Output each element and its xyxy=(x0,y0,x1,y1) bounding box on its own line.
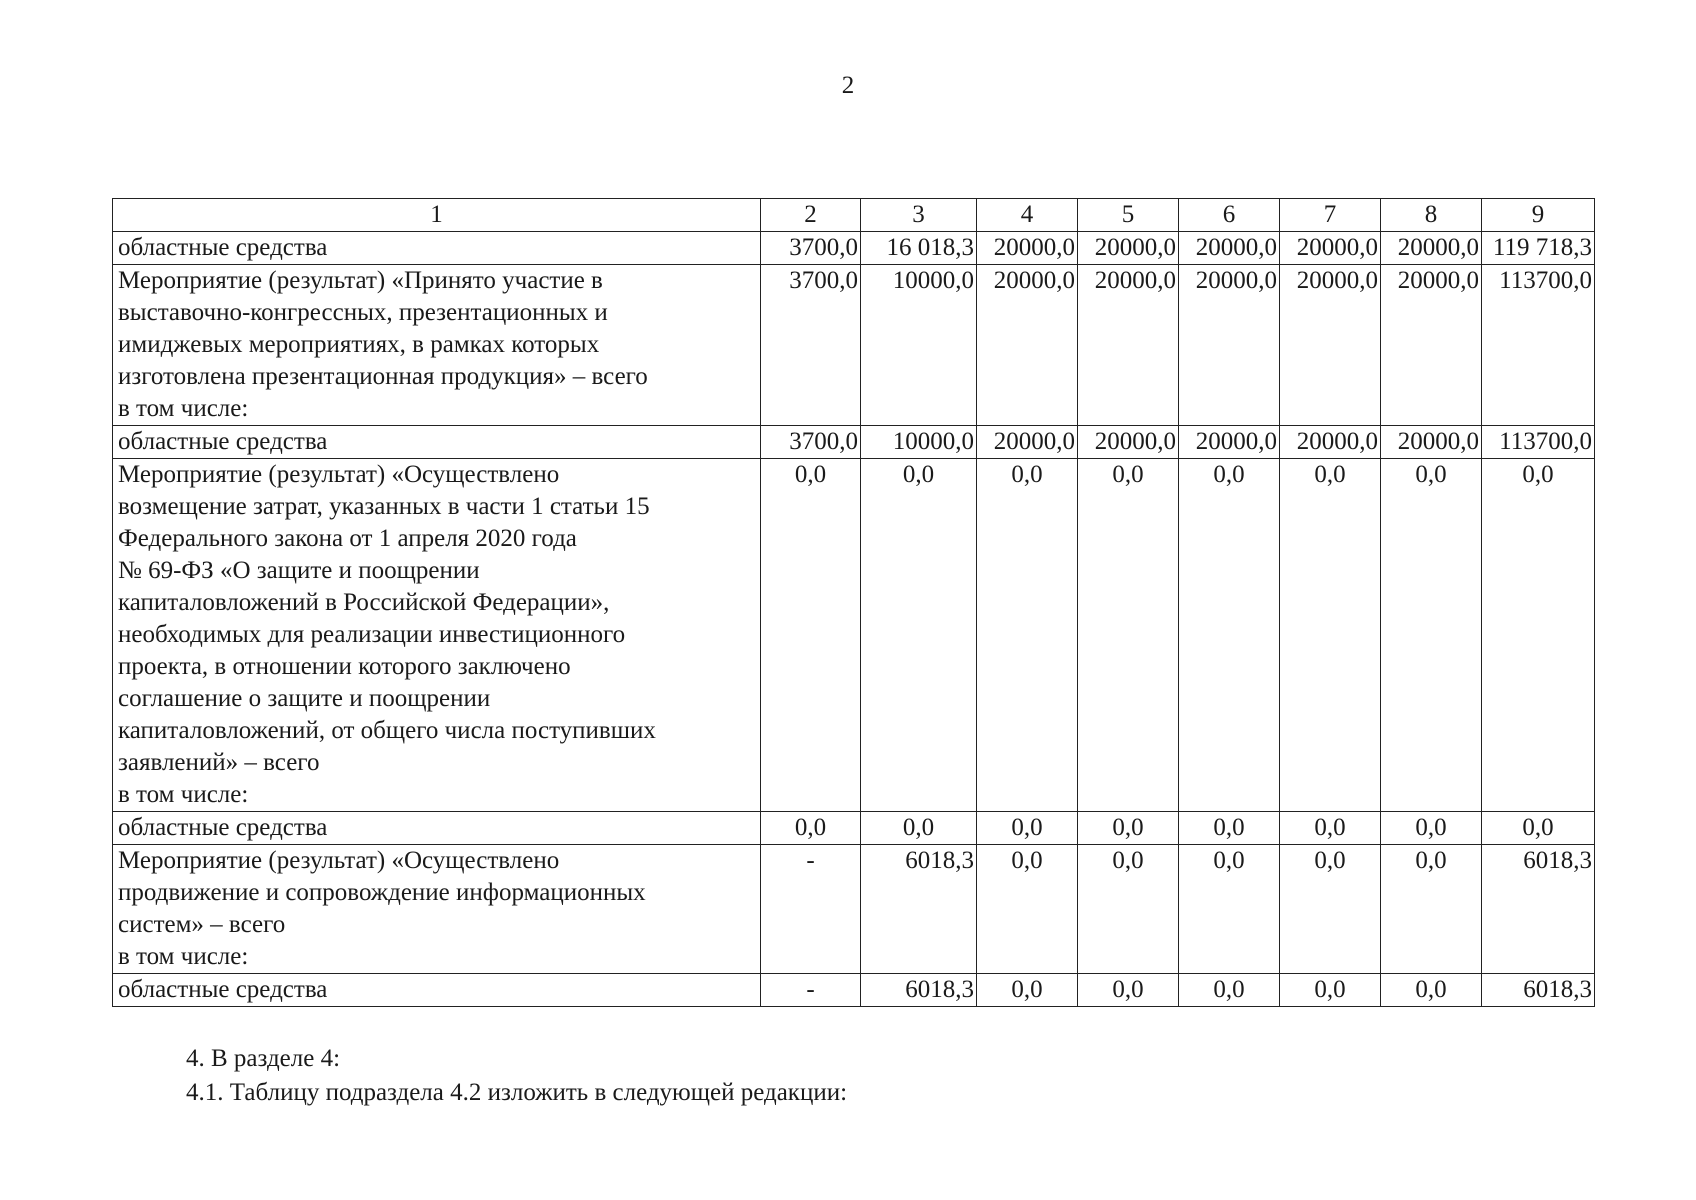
header-cell: 9 xyxy=(1482,199,1595,232)
value-cell: 0,0 xyxy=(977,459,1078,812)
value-cell: 0,0 xyxy=(1179,812,1280,845)
value-cell: 3700,0 xyxy=(761,426,861,459)
value-cell: 20000,0 xyxy=(1179,232,1280,265)
table-row xyxy=(113,459,1595,812)
value-cell: 0,0 xyxy=(1179,974,1280,1007)
value-cell: 6018,3 xyxy=(861,974,977,1007)
header-cell: 6 xyxy=(1179,199,1280,232)
value-cell: 0,0 xyxy=(1280,974,1381,1007)
row-label-text: Мероприятие (результат) «Осуществлено продвижение и сопровождение информационных систем» – всего в том числе: xyxy=(118,847,646,970)
value-cell: 6018,3 xyxy=(1482,974,1595,1007)
header-cell: 8 xyxy=(1381,199,1482,232)
table-header-row xyxy=(113,199,1595,232)
value-cell: 10000,0 xyxy=(861,426,977,459)
value-cell: 119 718,3 xyxy=(1482,232,1595,265)
value-cell: 0,0 xyxy=(977,812,1078,845)
value-cell: 20000,0 xyxy=(1179,265,1280,426)
value-cell: 20000,0 xyxy=(977,426,1078,459)
row-label xyxy=(113,974,761,1007)
value-cell: 20000,0 xyxy=(1280,232,1381,265)
row-label xyxy=(113,812,761,845)
value-cell: 20000,0 xyxy=(977,232,1078,265)
header-cell: 5 xyxy=(1078,199,1179,232)
row-label xyxy=(113,459,761,812)
section-paragraph: 4. В разделе 4: xyxy=(186,1045,341,1072)
value-cell: 0,0 xyxy=(861,812,977,845)
row-label xyxy=(113,845,761,974)
value-cell: 113700,0 xyxy=(1482,426,1595,459)
header-cell: 4 xyxy=(977,199,1078,232)
value-cell: 0,0 xyxy=(1179,459,1280,812)
value-cell: 0,0 xyxy=(977,845,1078,974)
value-cell: 6018,3 xyxy=(1482,845,1595,974)
page-number: 2 xyxy=(841,72,855,99)
row-label-text: Мероприятие (результат) «Осуществлено возмещение затрат, указанных в части 1 статьи 15 Федерального закона от 1 апреля 2020 года № 69-ФЗ «О защите и поощрении капиталовложений в Российской Федерации», необходимых для реализации инвестиционного проекта, в отношении которого заключено соглашение о защите и поощрении капиталовложений, от общего числа поступивших заявлений» – всего в том числе: xyxy=(118,461,656,808)
table-row xyxy=(113,812,1595,845)
value-cell: 0,0 xyxy=(1381,812,1482,845)
row-label-text: Мероприятие (результат) «Принято участие в выставочно-конгрессных, презентационных и имиджевых мероприятиях, в рамках которых изготовлена презентационная продукция» – всего в том числе: xyxy=(118,267,648,422)
value-cell: 0,0 xyxy=(1078,845,1179,974)
row-label-text: областные средства xyxy=(118,976,328,1003)
value-cell: 0,0 xyxy=(761,459,861,812)
value-cell: 20000,0 xyxy=(1078,265,1179,426)
value-cell: 20000,0 xyxy=(1179,426,1280,459)
value-cell: 0,0 xyxy=(1280,459,1381,812)
value-cell: 0,0 xyxy=(977,974,1078,1007)
table-row xyxy=(113,232,1595,265)
table-row xyxy=(113,426,1595,459)
value-cell: 0,0 xyxy=(761,812,861,845)
header-cell: 3 xyxy=(861,199,977,232)
value-cell: 20000,0 xyxy=(1280,426,1381,459)
value-cell: 3700,0 xyxy=(761,265,861,426)
value-cell: 0,0 xyxy=(1381,974,1482,1007)
row-label-text: областные средства xyxy=(118,814,328,841)
row-label-text: областные средства xyxy=(118,234,328,261)
header-cell: 7 xyxy=(1280,199,1381,232)
value-cell: 3700,0 xyxy=(761,232,861,265)
value-cell: 0,0 xyxy=(1381,459,1482,812)
table-row xyxy=(113,265,1595,426)
value-cell: 20000,0 xyxy=(1280,265,1381,426)
value-cell: 0,0 xyxy=(1381,845,1482,974)
row-label xyxy=(113,426,761,459)
value-cell: 0,0 xyxy=(1078,812,1179,845)
value-cell: 6018,3 xyxy=(861,845,977,974)
value-cell: 0,0 xyxy=(1078,459,1179,812)
row-label-text: областные средства xyxy=(118,428,328,455)
value-cell: 20000,0 xyxy=(1381,426,1482,459)
header-cell: 2 xyxy=(761,199,861,232)
value-cell: 0,0 xyxy=(1280,812,1381,845)
value-cell: 16 018,3 xyxy=(861,232,977,265)
value-cell: 20000,0 xyxy=(1381,265,1482,426)
value-cell: 20000,0 xyxy=(977,265,1078,426)
value-cell: 113700,0 xyxy=(1482,265,1595,426)
value-cell: 10000,0 xyxy=(861,265,977,426)
value-cell: - xyxy=(761,845,861,974)
value-cell: 20000,0 xyxy=(1078,426,1179,459)
table-row xyxy=(113,845,1595,974)
section-paragraph: 4.1. Таблицу подраздела 4.2 изложить в следующей редакции: xyxy=(186,1079,848,1106)
value-cell: 0,0 xyxy=(1078,974,1179,1007)
funding-table xyxy=(112,198,1595,1007)
value-cell: 20000,0 xyxy=(1078,232,1179,265)
value-cell: 0,0 xyxy=(1179,845,1280,974)
table-row xyxy=(113,974,1595,1007)
row-label xyxy=(113,265,761,426)
value-cell: 0,0 xyxy=(1280,845,1381,974)
value-cell: 20000,0 xyxy=(1381,232,1482,265)
value-cell: 0,0 xyxy=(1482,812,1595,845)
row-label xyxy=(113,232,761,265)
value-cell: 0,0 xyxy=(1482,459,1595,812)
value-cell: - xyxy=(761,974,861,1007)
value-cell: 0,0 xyxy=(861,459,977,812)
header-cell: 1 xyxy=(113,199,761,232)
